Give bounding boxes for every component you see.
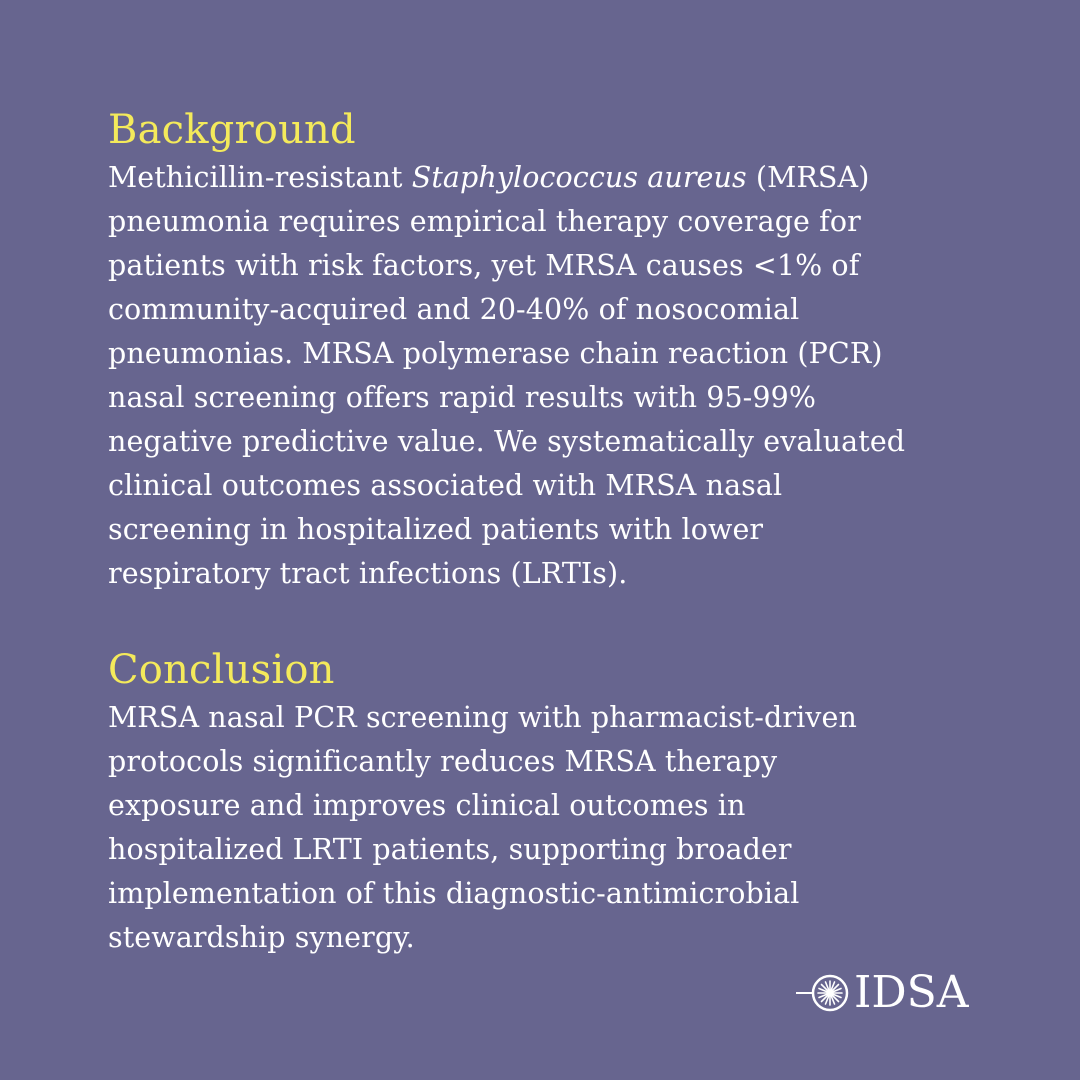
background-paragraph — [108, 156, 988, 596]
conclusion-line: MRSA nasal PCR screening with pharmacist-driven — [108, 701, 857, 734]
text-run: Methicillin-resistant — [108, 161, 412, 194]
background-line: pneumonias. MRSA polymerase chain reaction (PCR) — [108, 337, 883, 370]
conclusion-line: protocols significantly reduces MRSA therapy — [108, 745, 778, 778]
conclusion-line: implementation of this diagnostic-antimicrobial — [108, 877, 800, 910]
conclusion-paragraph — [108, 696, 988, 960]
conclusion-line: stewardship synergy. — [108, 921, 415, 954]
background-line: clinical outcomes associated with MRSA nasal — [108, 469, 783, 502]
background-line: nasal screening offers rapid results with 95-99% — [108, 381, 817, 414]
idsa-logo — [796, 968, 969, 1018]
conclusion-line: hospitalized LRTI patients, supporting broader — [108, 833, 792, 866]
background-line — [108, 156, 988, 200]
background-heading: Background — [108, 107, 356, 153]
background-line: pneumonia requires empirical therapy coverage for — [108, 205, 861, 238]
logo-text: IDSA — [854, 967, 969, 1018]
background-line: screening in hospitalized patients with lower — [108, 513, 764, 546]
conclusion-heading: Conclusion — [108, 647, 335, 693]
abstract-card — [108, 104, 988, 960]
conclusion-line: exposure and improves clinical outcomes in — [108, 789, 746, 822]
section-spacer — [108, 596, 988, 644]
text-run: (MRSA) — [746, 161, 870, 194]
species-name: Staphylococcus aureus — [411, 161, 747, 194]
background-line: negative predictive value. We systematically evaluated — [108, 425, 906, 458]
background-line: community-acquired and 20-40% of nosocomial — [108, 293, 800, 326]
background-line: respiratory tract infections (LRTIs). — [108, 557, 628, 590]
starburst-icon — [796, 968, 852, 1018]
background-line: patients with risk factors, yet MRSA causes <1% of — [108, 249, 860, 282]
